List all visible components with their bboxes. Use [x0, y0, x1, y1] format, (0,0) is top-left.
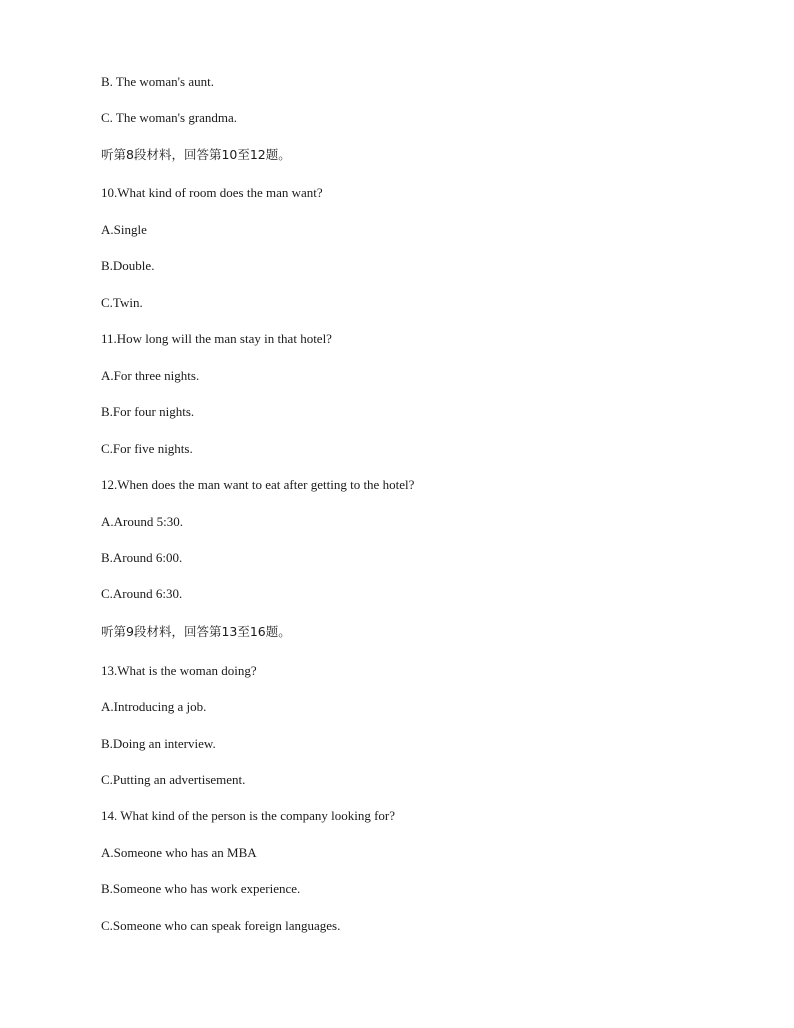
section-8-instruction: 听第8段材料，回答第10至12题。	[101, 147, 291, 162]
question-12: 12.When does the man want to eat after getting to the hotel?	[101, 477, 415, 492]
question-10: 10.What kind of room does the man want?	[101, 185, 323, 200]
option-12c: C.Around 6:30.	[101, 586, 183, 601]
option-9b: B. The woman's aunt.	[101, 74, 214, 89]
option-9c: C. The woman's grandma.	[101, 110, 238, 125]
option-13a: A.Introducing a job.	[101, 699, 207, 714]
option-10a: A.Single	[101, 222, 147, 237]
option-14c: C.Someone who can speak foreign languages.	[101, 918, 341, 933]
option-13b: B.Doing an interview.	[101, 736, 216, 751]
question-11: 11.How long will the man stay in that hotel?	[101, 331, 332, 346]
option-10c: C.Twin.	[101, 295, 143, 310]
option-12b: B.Around 6:00.	[101, 550, 183, 565]
option-11a: A.For three nights.	[101, 368, 200, 383]
option-11c: C.For five nights.	[101, 441, 193, 456]
section-9-instruction: 听第9段材料，回答第13至16题。	[101, 624, 291, 639]
option-13c: C.Putting an advertisement.	[101, 772, 246, 787]
question-14: 14. What kind of the person is the company looking for?	[101, 808, 396, 823]
option-14b: B.Someone who has work experience.	[101, 881, 301, 896]
option-10b: B.Double.	[101, 258, 155, 273]
option-12a: A.Around 5:30.	[101, 514, 183, 529]
question-13: 13.What is the woman doing?	[101, 663, 257, 678]
option-14a: A.Someone who has an MBA	[101, 845, 257, 860]
option-11b: B.For four nights.	[101, 404, 195, 419]
